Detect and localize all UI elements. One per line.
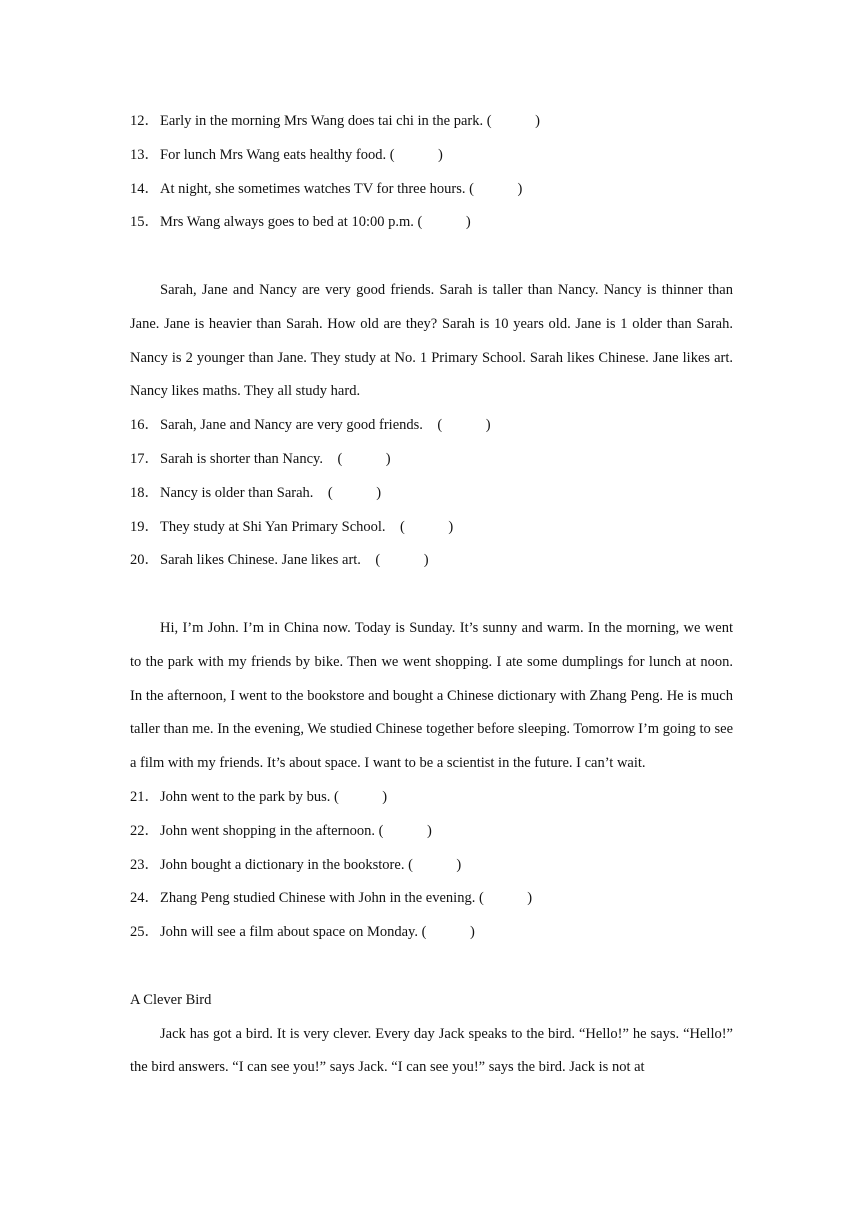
- section-gap: [130, 240, 733, 274]
- question-number: 24．: [130, 890, 159, 907]
- question-number: 16．: [130, 417, 159, 434]
- question-text: Sarah is shorter than Nancy. ( ): [160, 450, 391, 467]
- document-content: [130, 105, 733, 1085]
- question-number: 23．: [130, 856, 159, 873]
- passage-friends: Sarah, Jane and Nancy are very good friends. Sarah is taller than Nancy. Nancy is thinner than Jane. Jane is heavier than Sarah. How old are they? Sarah is 10 years old. Jane is 1 older than Sarah. Nancy is 2 younger than Jane. They study at No. 1 Primary School. Sarah likes Chinese. Jane likes art. Nancy likes maths. They all study hard.: [130, 281, 733, 400]
- question-text: John will see a film about space on Monday. ( ): [160, 924, 475, 941]
- question-19: [130, 511, 733, 545]
- question-text: Nancy is older than Sarah. ( ): [160, 484, 382, 501]
- question-text: They study at Shi Yan Primary School. ( ): [160, 518, 454, 535]
- question-text: John went to the park by bus. ( ): [160, 788, 388, 805]
- question-number: 21．: [130, 788, 159, 805]
- question-number: 25．: [130, 924, 159, 941]
- question-text: Zhang Peng studied Chinese with John in the evening. ( ): [160, 890, 533, 907]
- question-21: [130, 781, 733, 815]
- question-text: John went shopping in the afternoon. ( ): [160, 822, 432, 839]
- question-text: For lunch Mrs Wang eats healthy food. ( ): [160, 146, 443, 163]
- story-title: A Clever Bird: [130, 991, 212, 1008]
- question-number: 15．: [130, 214, 159, 231]
- question-number: 20．: [130, 552, 159, 569]
- question-text: At night, she sometimes watches TV for three hours. ( ): [160, 180, 523, 197]
- question-number: 22．: [130, 822, 159, 839]
- question-number: 18．: [130, 484, 159, 501]
- question-24: [130, 882, 733, 916]
- question-14: [130, 173, 733, 207]
- question-number: 13．: [130, 146, 159, 163]
- question-number: 19．: [130, 518, 159, 535]
- question-13: [130, 139, 733, 173]
- question-number: 17．: [130, 450, 159, 467]
- passage-clever-bird: Jack has got a bird. It is very clever. Every day Jack speaks to the bird. “Hello!” he says. “Hello!” the bird answers. “I can see you!” says Jack. “I can see you!” says the bird. Jack is not at: [130, 1025, 733, 1076]
- question-text: Sarah likes Chinese. Jane likes art. ( ): [160, 552, 429, 569]
- section-gap: [130, 950, 733, 984]
- question-18: [130, 477, 733, 511]
- question-12: [130, 105, 733, 139]
- question-number: 12．: [130, 113, 159, 129]
- question-23: [130, 849, 733, 883]
- question-text: Sarah, Jane and Nancy are very good friends. ( ): [160, 417, 491, 434]
- question-20: [130, 544, 733, 578]
- passage-john: Hi, I’m John. I’m in China now. Today is Sunday. It’s sunny and warm. In the morning, we went to the park with my friends by bike. Then we went shopping. I ate some dumplings for lunch at noon. In the afternoon, I went to the bookstore and bought a Chinese dictionary with Zhang Peng. He is much taller than me. In the evening, We studied Chinese together before sleeping. Tomorrow I’m going to see a film with my friends. It’s about space. I want to be a scientist in the future. I can’t wait.: [130, 619, 733, 772]
- section-gap: [130, 578, 733, 612]
- question-16: [130, 409, 733, 443]
- question-text: Mrs Wang always goes to bed at 10:00 p.m. ( ): [160, 214, 471, 231]
- question-22: [130, 815, 733, 849]
- question-number: 14．: [130, 180, 159, 197]
- question-15: [130, 206, 733, 240]
- question-text: Early in the morning Mrs Wang does tai chi in the park. ( ): [160, 113, 540, 129]
- question-17: [130, 443, 733, 477]
- question-25: [130, 916, 733, 950]
- question-text: John bought a dictionary in the bookstore. ( ): [160, 856, 462, 873]
